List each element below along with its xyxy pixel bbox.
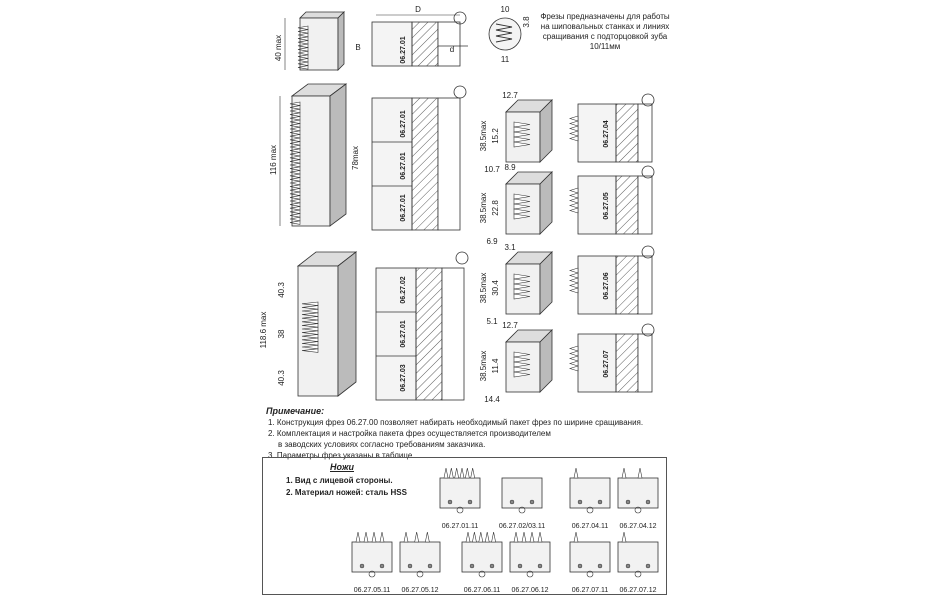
knife-code: 06.27.05.12 — [401, 587, 439, 594]
top-cutter — [372, 12, 468, 66]
middle-cutter-stack — [372, 86, 466, 230]
dim-r1-mid: 15.2 — [491, 128, 500, 144]
knife-code: 06.27.01.11 — [441, 523, 479, 530]
dim-bottom-total: 118.6 max — [259, 311, 268, 349]
note-line-2: 2. Комплектация и настройка пакета фрез осуществляется производителем — [268, 429, 551, 438]
dim-r3-bot: 5.1 — [486, 317, 498, 326]
dim-D: D — [415, 5, 421, 14]
knife-code: 06.27.07.11 — [571, 587, 609, 594]
code-top: 06.27.01 — [400, 36, 407, 64]
dim-ten: 10 — [500, 5, 510, 14]
info-text — [540, 12, 670, 52]
code-mid-1: 06.27.01 — [400, 110, 407, 138]
dim-r1-bot: 10.7 — [484, 165, 500, 174]
dim-r3-h: 38.5max — [479, 272, 488, 304]
dim-top-height: 40 max — [274, 34, 283, 62]
code-bot-3: 06.27.03 — [400, 364, 407, 392]
dim-bottom-c: 40.3 — [277, 370, 286, 386]
knives-line-2: 2. Материал ножей: сталь HSS — [286, 488, 407, 497]
bottom-comb-block — [298, 252, 356, 396]
code-r4: 06.27.07 — [603, 350, 610, 378]
note-line-4: 3. Параметры фрез указаны в таблице. — [268, 451, 415, 460]
dim-r3-mid: 30.4 — [491, 280, 500, 296]
note-line-1: 1. Конструкция фрез 06.27.00 позволяет набирать необходимый пакет фрез по ширине сращивания. — [268, 418, 644, 427]
knives-line-1: 1. Вид с лицевой стороны. — [286, 476, 393, 485]
tooth-profile-detail — [489, 18, 521, 50]
dim-bottom-b: 38 — [277, 329, 286, 339]
note-line-3: в заводских условиях согласно требованиям заказчика. — [278, 440, 486, 449]
dim-r2-bot: 6.9 — [486, 237, 498, 246]
dim-d: d — [449, 45, 455, 54]
knife-code: 06.27.05.11 — [353, 587, 391, 594]
profile-r3 — [479, 243, 654, 326]
dim-3-8: 3.8 — [522, 16, 531, 28]
code-mid-2: 06.27.01 — [400, 152, 407, 180]
code-r2: 06.27.05 — [603, 192, 610, 220]
knife-code: 06.27.07.12 — [619, 587, 657, 594]
dim-bottom-a: 40.3 — [277, 282, 286, 298]
note-title: Примечание: — [266, 406, 325, 416]
bottom-cutter-stack — [376, 252, 468, 400]
info-line: сращивания с подторцовкой зуба — [542, 32, 668, 41]
code-mid-3: 06.27.01 — [400, 194, 407, 222]
knife-code: 06.27.02/03.11 — [498, 523, 546, 530]
knife-code: 06.27.06.12 — [511, 587, 549, 594]
info-line: на шиповальных станках и линиях — [540, 22, 670, 31]
profile-r1 — [479, 91, 654, 174]
dim-r3-w: 3.1 — [504, 243, 516, 252]
dim-r4-h: 38.5max — [479, 350, 488, 382]
knife-code: 06.27.06.11 — [463, 587, 501, 594]
info-line: Фрезы предназначены для работы — [540, 12, 670, 21]
knife-code: 06.27.04.12 — [619, 523, 657, 530]
dim-r2-h: 38.5max — [479, 192, 488, 224]
dim-r4-mid: 11.4 — [491, 358, 500, 374]
code-bot-1: 06.27.02 — [400, 276, 407, 304]
code-r1: 06.27.04 — [603, 120, 610, 148]
dim-B: B — [355, 43, 361, 52]
dim-r2-w: 8.9 — [504, 163, 516, 172]
dim-middle-height: 116 max — [269, 144, 278, 176]
code-r3: 06.27.06 — [603, 272, 610, 300]
knives-title: Ножи — [330, 462, 355, 472]
dim-middle-stack: 78max — [351, 145, 360, 171]
info-line: 10/11мм — [589, 42, 621, 51]
top-comb-block — [298, 12, 344, 70]
code-bot-2: 06.27.01 — [400, 320, 407, 348]
knife-code: 06.27.04.11 — [571, 523, 609, 530]
dim-r4-w: 12.7 — [502, 321, 518, 330]
profile-r2 — [479, 163, 654, 246]
dim-r1-h: 38.5max — [479, 120, 488, 152]
profile-r4 — [479, 321, 654, 404]
middle-comb-block — [290, 84, 346, 226]
dim-r2-mid: 22.8 — [491, 200, 500, 216]
dim-eleven: 11 — [500, 55, 510, 64]
dim-r1-w: 12.7 — [502, 91, 518, 100]
dim-r4-bot: 14.4 — [484, 395, 500, 404]
